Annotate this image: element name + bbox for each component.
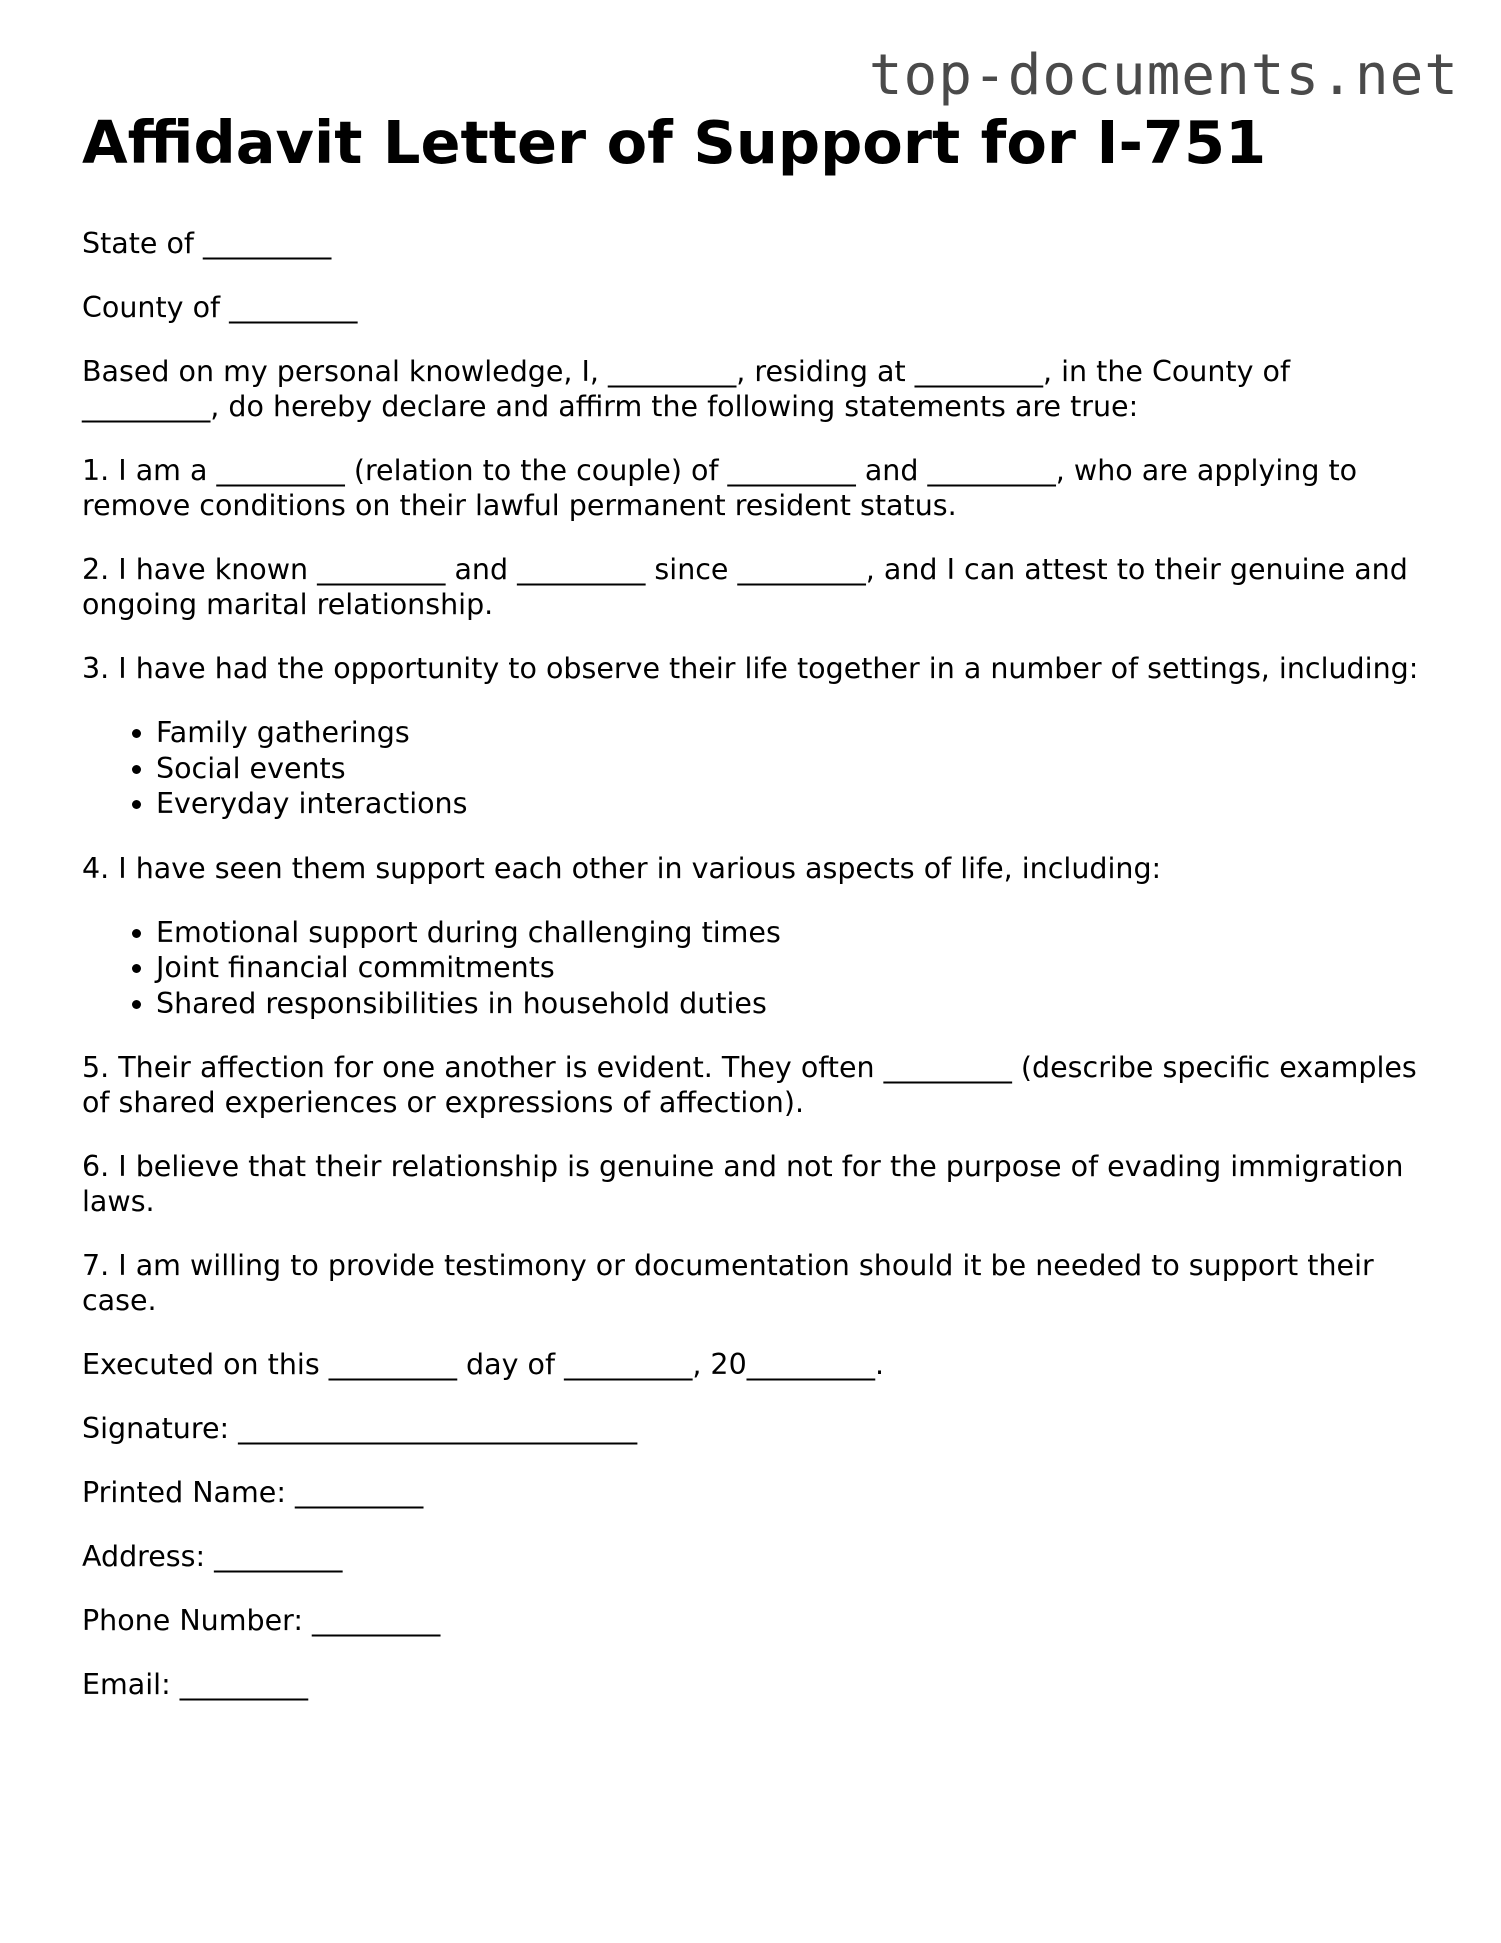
county-field: County of _________	[82, 291, 358, 324]
signature-line: Signature: ____________________________	[82, 1412, 638, 1445]
statement-3: 3. I have had the opportunity to observe their life together in a number of settings, including:	[82, 652, 1419, 685]
list-item: • Joint financial commitments	[156, 950, 1422, 986]
statement-4: 4. I have seen them support each other in various aspects of life, including:	[82, 851, 1162, 885]
list-item: • Shared responsibilities in household duties	[156, 986, 1422, 1022]
phone-line: Phone Number: _________	[82, 1604, 441, 1637]
statement-6: 6. I believe that their relationship is genuine and not for the purpose of evading immigration laws.	[82, 1150, 1404, 1218]
list-item: • Social events	[156, 751, 1422, 787]
list-item: • Emotional support during challenging times	[156, 915, 1422, 951]
printed-name-line: Printed Name: _________	[82, 1476, 424, 1509]
intro-paragraph: Based on my personal knowledge, I, _________, residing at _________, in the County of _________, do hereby declare and affirm the following statements are true:	[82, 355, 1291, 423]
statement-1: 1. I am a _________ (relation to the couple) of _________ and _________, who are applying to remove conditions on their lawful permanent resident status.	[82, 454, 1358, 522]
email-line: Email: _________	[82, 1668, 308, 1701]
document-body	[82, 108, 1422, 1731]
list-item: • Family gatherings	[156, 715, 1422, 751]
settings-list	[82, 715, 1422, 822]
list-item: • Everyday interactions	[156, 786, 1422, 822]
state-field: State of _________	[82, 227, 332, 260]
execution-line: Executed on this _________ day of _________, 20_________.	[82, 1348, 885, 1381]
statement-2: 2. I have known _________ and _________ since _________, and I can attest to their genuine and ongoing marital relationship.	[82, 553, 1408, 621]
watermark: top-documents.net	[868, 43, 1459, 108]
address-line: Address: _________	[82, 1540, 343, 1573]
statement-7: 7. I am willing to provide testimony or documentation should it be needed to support their case.	[82, 1249, 1374, 1317]
support-list	[82, 915, 1422, 1022]
statement-5: 5. Their affection for one another is evident. They often _________ (describe specific examples of shared experiences or expressions of affection).	[82, 1051, 1417, 1119]
document-title: Affidavit Letter of Support for I-751	[82, 108, 1267, 177]
